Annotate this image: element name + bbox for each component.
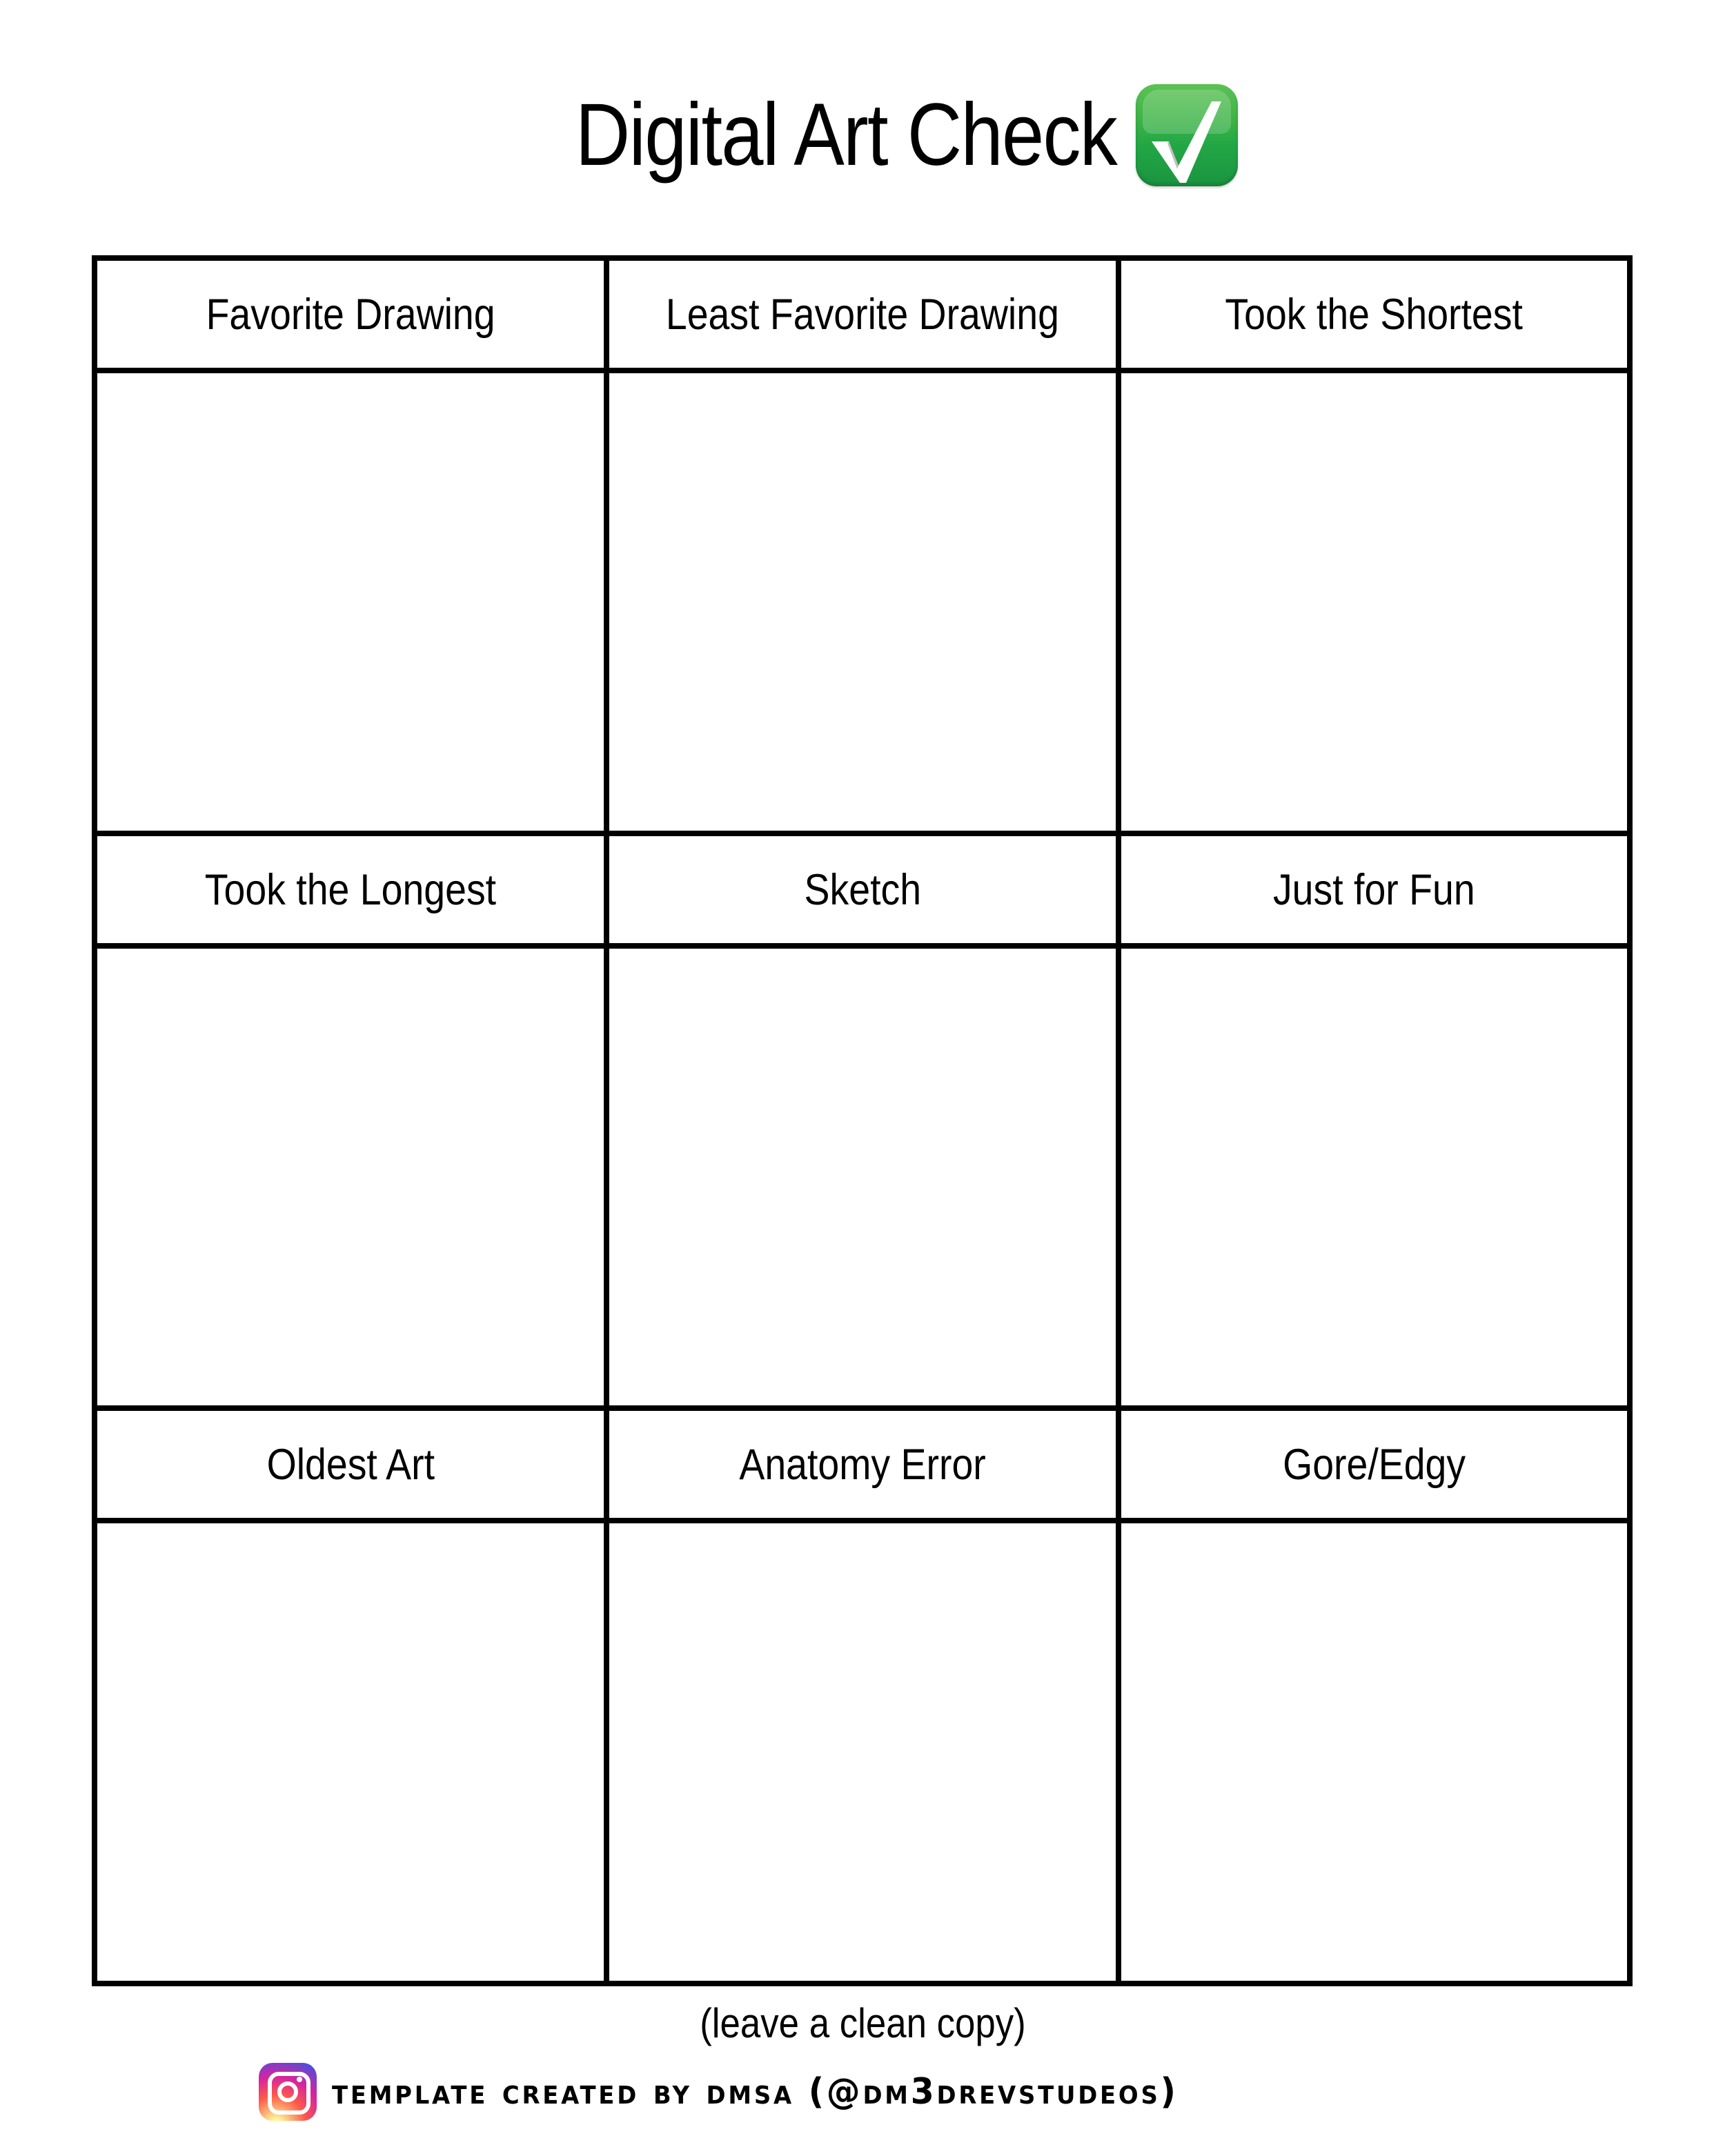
cell-label-text: Least Favorite Drawing xyxy=(665,290,1060,339)
cell-label-took-the-longest xyxy=(97,836,604,943)
footer-note xyxy=(0,1999,1725,2047)
grid-col-divider-1 xyxy=(604,255,609,1986)
cell-label-text: Oldest Art xyxy=(266,1440,435,1489)
drawing-area-anatomy-error[interactable] xyxy=(609,1523,1116,1981)
cell-label-anatomy-error xyxy=(609,1411,1116,1518)
drawing-area-took-the-longest[interactable] xyxy=(97,949,604,1405)
cell-label-favorite-drawing xyxy=(97,261,604,368)
drawing-area-gore-edgy[interactable] xyxy=(1121,1523,1627,1981)
cell-label-text: Favorite Drawing xyxy=(206,290,495,339)
check-mark-glyph-icon xyxy=(1136,84,1238,186)
title-text: Digital Art Check xyxy=(575,86,1117,184)
instagram-icon xyxy=(259,2063,317,2121)
instagram-icon-lens xyxy=(277,2081,298,2102)
cell-label-took-the-shortest xyxy=(1121,261,1627,368)
grid-header-divider-row-1 xyxy=(92,368,1633,373)
cell-label-text: Just for Fun xyxy=(1273,865,1475,914)
cell-label-text: Gore/Edgy xyxy=(1282,1440,1466,1489)
grid-header-divider-row-2 xyxy=(92,943,1633,949)
instagram-icon-dot xyxy=(297,2077,302,2082)
grid-col-divider-2 xyxy=(1116,255,1121,1986)
grid-border-right xyxy=(1627,255,1633,1986)
cell-label-just-for-fun xyxy=(1121,836,1627,943)
cell-label-least-favorite-drawing xyxy=(609,261,1116,368)
drawing-area-just-for-fun[interactable] xyxy=(1121,949,1627,1405)
credit-text: template created by dmsa (@dm3drevstudeos) xyxy=(332,2071,1179,2113)
cell-label-oldest-art xyxy=(97,1411,604,1518)
drawing-area-sketch[interactable] xyxy=(609,949,1116,1405)
grid-row-divider-1 xyxy=(92,831,1633,836)
grid-row-divider-2 xyxy=(92,1405,1633,1411)
footer-note-text: (leave a clean copy) xyxy=(699,2000,1026,2046)
drawing-area-took-the-shortest[interactable] xyxy=(1121,373,1627,831)
grid-border-bottom xyxy=(92,1981,1633,1986)
template-credit xyxy=(259,2063,1232,2121)
cell-label-text: Sketch xyxy=(804,865,921,914)
grid-border-top xyxy=(92,255,1633,261)
page-title xyxy=(0,66,1725,204)
drawing-area-least-favorite-drawing[interactable] xyxy=(609,373,1116,831)
cell-label-text: Took the Shortest xyxy=(1225,290,1524,339)
cell-label-text: Anatomy Error xyxy=(739,1440,986,1489)
cell-label-sketch xyxy=(609,836,1116,943)
grid-border-left xyxy=(92,255,97,1986)
cell-label-text: Took the Longest xyxy=(204,865,497,914)
check-mark-icon xyxy=(1136,84,1238,186)
grid-header-divider-row-3 xyxy=(92,1518,1633,1523)
drawing-area-oldest-art[interactable] xyxy=(97,1523,604,1981)
cell-label-gore-edgy xyxy=(1121,1411,1627,1518)
drawing-area-favorite-drawing[interactable] xyxy=(97,373,604,831)
